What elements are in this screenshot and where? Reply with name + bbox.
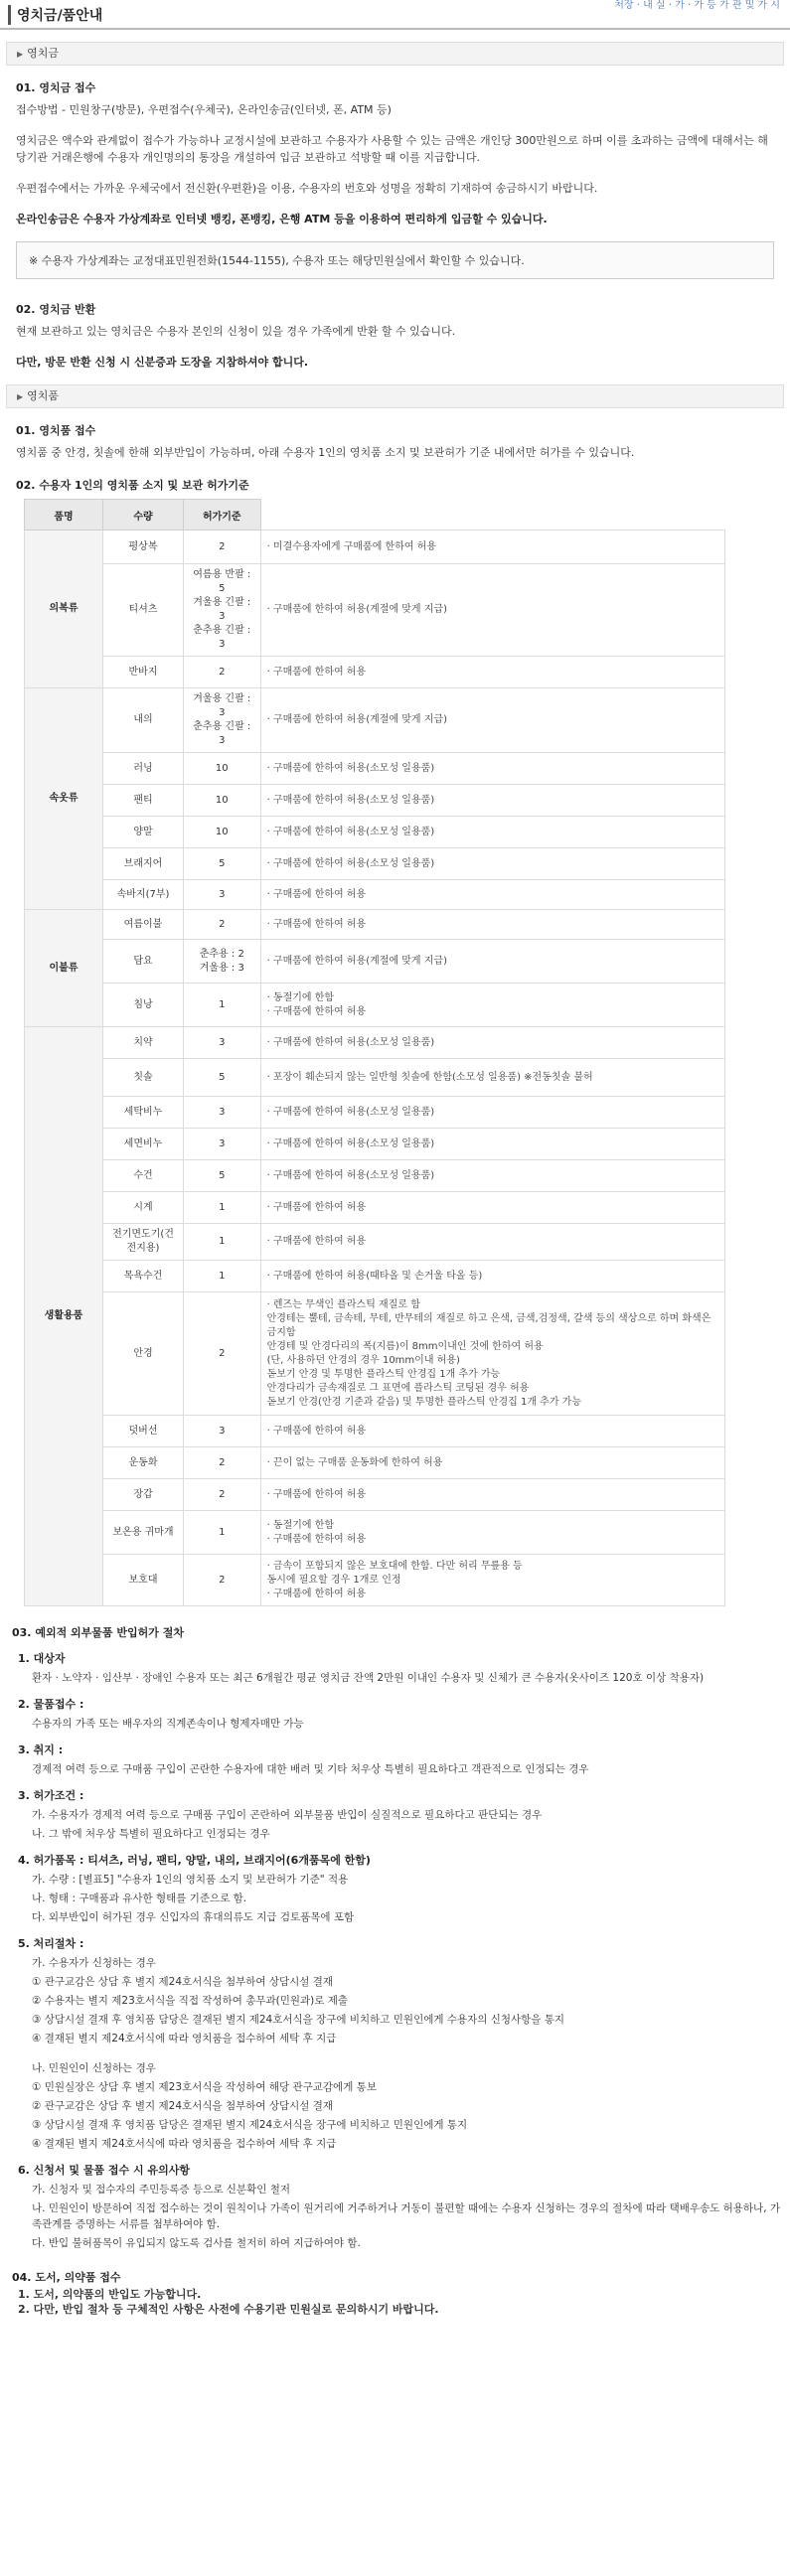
- procedure-step-title: 6. 신청서 및 물품 접수 시 유의사항: [18, 2164, 190, 2177]
- procedure-step-title: 3. 허가조건 :: [18, 1789, 84, 1802]
- rule-cell: · 구매품에 한하여 허용(계절에 맞게 지급): [260, 688, 724, 753]
- table-row: [25, 1160, 725, 1192]
- item-cell: 전기면도기(건전지용): [103, 1224, 184, 1261]
- procedure-line: ① 관구교감은 상담 후 별지 제24호서식을 첨부하여 상담시설 결재: [32, 1976, 334, 1988]
- table-row: [25, 1292, 725, 1416]
- section-header-money: [6, 42, 784, 66]
- page-title: 영치금/품안내: [8, 5, 102, 25]
- rule-cell: · 구매품에 한하여 허용(소모성 일용품): [260, 1027, 724, 1059]
- procedure-step-title: 4. 허가품목 : 티셔츠, 러닝, 팬티, 양말, 내의, 브래지어(6개품목에 한함): [18, 1854, 371, 1867]
- paragraph: 현재 보관하고 있는 영치금은 수용자 본인의 신청이 있을 경우 가족에게 반환 할 수 있습니다.: [16, 325, 456, 338]
- table-row: [25, 1416, 725, 1447]
- heading-goods-limits: 02. 수용자 1인의 영치품 소지 및 보관 허가기준: [16, 479, 249, 492]
- rule-cell: · 구매품에 한하여 허용(계절에 맞게 지급): [260, 564, 724, 657]
- table-row: [25, 564, 725, 657]
- rule-cell: · 포장이 훼손되지 않는 일반형 칫솔에 한함(소모성 일용품) ※전동칫솔 불허: [260, 1059, 724, 1097]
- rule-cell: · 구매품에 한하여 허용(소모성 일용품): [260, 785, 724, 817]
- rule-cell: · 구매품에 한하여 허용: [260, 880, 724, 910]
- qty-cell: 2: [184, 1292, 261, 1416]
- item-cell: 러닝: [103, 753, 184, 785]
- procedure-step-title: 3. 취지 :: [18, 1743, 64, 1756]
- table-row: [25, 1224, 725, 1261]
- item-cell: 칫솔: [103, 1059, 184, 1097]
- qty-cell: 1: [184, 1224, 261, 1261]
- books-line-2: 2. 다만, 반입 절차 등 구체적인 사항은 사전에 수용기관 민원실로 문의하시기 바랍니다.: [18, 2303, 439, 2316]
- qty-cell: 2: [184, 530, 261, 564]
- procedure-line: 가. 수용자가 경제적 여력 등으로 구매품 구입이 곤란하여 외부물품 반입이 실질적으로 필요하다고 판단되는 경우: [32, 1809, 543, 1821]
- table-row: [25, 1129, 725, 1160]
- procedure-line: ② 수용자는 별지 제23호서식을 직접 작성하여 총무과(민원과)로 제출: [32, 1995, 349, 2007]
- rule-cell: · 끈이 없는 구매품 운동화에 한하여 허용: [260, 1447, 724, 1479]
- qty-cell: 10: [184, 817, 261, 848]
- heading-money-receipt: 01. 영치금 접수: [16, 81, 96, 94]
- item-cell: 치약: [103, 1027, 184, 1059]
- procedure-line: ② 관구교감은 상담 후 별지 제24호서식을 첨부하여 상담시설 결재: [32, 2100, 334, 2112]
- rule-cell: · 동절기에 한함 · 구매품에 한하여 허용: [260, 984, 724, 1027]
- procedure-line: 가. 수용자가 신청하는 경우: [32, 1957, 156, 1969]
- heading-procedure: 03. 예외적 외부물품 반입허가 절차: [12, 1626, 184, 1639]
- qty-cell: 3: [184, 1416, 261, 1447]
- rule-cell: · 렌즈는 무색인 플라스틱 재질로 함 안경테는 뿔테, 금속테, 무테, 반무테의 재질로 하고 은색, 금색,검정색, 갈색 등의 색상으로 하며 화색은 금지함 안경테 및 안경다리의 폭(지름)이 8mm이내인 것에 한하여 허용 (단, 사용하던 안경의 경우 10mm이내 허용) 돋보기 안경 및 투명한 플라스틱 안경집 1개 추가 가능 안경다리가 금속재질로 그 표면에 플라스틱 코팅된 경우 허용 돋보기 안경(안경 기준과 같음) 및 투명한 플라스틱 안경집 1개 추가 가능: [260, 1292, 724, 1416]
- item-cell: 양말: [103, 817, 184, 848]
- item-cell: 브래지어: [103, 848, 184, 880]
- rule-cell: · 구매품에 한하여 허용(소모성 일용품): [260, 817, 724, 848]
- paragraph: 영치품 중 안경, 칫솔에 한해 외부반입이 가능하며, 아래 수용자 1인의 영치품 소지 및 보관허가 기준 내에서만 허가를 수 있습니다.: [16, 446, 635, 459]
- heading-money-return: 02. 영치금 반환: [16, 303, 96, 316]
- procedure-line: 가. 신청자 및 접수자의 주민등록증 등으로 신분확인 철저: [32, 2184, 290, 2196]
- rule-cell: · 구매품에 한하여 허용: [260, 1479, 724, 1511]
- item-cell: 보호대: [103, 1555, 184, 1606]
- goods-section: [0, 422, 790, 493]
- table-row: [25, 1097, 725, 1129]
- table-row: [25, 657, 725, 688]
- item-cell: 세탁비누: [103, 1097, 184, 1129]
- item-cell: 보온용 귀마개: [103, 1511, 184, 1555]
- procedure-line: 나. 민원인이 신청하는 경우: [32, 2062, 156, 2074]
- qty-cell: 2: [184, 1555, 261, 1606]
- bold-notice: 온라인송금은 수용자 가상계좌로 인터넷 뱅킹, 폰뱅킹, 은행 ATM 등을 이용하여 편리하게 입금할 수 있습니다.: [16, 213, 548, 226]
- rule-cell: · 구매품에 한하여 허용(소모성 일용품): [260, 1129, 724, 1160]
- category-cell: 의복류: [25, 530, 103, 688]
- heading-books: 04. 도서, 의약품 접수: [12, 2271, 121, 2284]
- item-cell: 목욕수건: [103, 1261, 184, 1292]
- section-title: 영치품: [27, 389, 60, 402]
- qty-cell: 10: [184, 753, 261, 785]
- procedure-line: ① 민원실장은 상담 후 별지 제23호서식을 작성하여 해당 관구교감에게 통보: [32, 2081, 377, 2093]
- qty-cell: 5: [184, 1160, 261, 1192]
- item-cell: 티셔츠: [103, 564, 184, 657]
- rule-cell: · 구매품에 한하여 허용: [260, 1416, 724, 1447]
- top-bar: [0, 0, 790, 30]
- qty-cell: 2: [184, 657, 261, 688]
- category-cell: 생활용품: [25, 1027, 103, 1606]
- rule-cell: · 구매품에 한하여 허용(소모성 일용품): [260, 753, 724, 785]
- item-cell: 운동화: [103, 1447, 184, 1479]
- section-header-goods: [6, 384, 784, 408]
- column-header: 품명: [25, 500, 103, 530]
- procedure-section: [0, 1624, 790, 2317]
- qty-cell: 2: [184, 910, 261, 940]
- triangle-right-icon: ▶: [17, 392, 24, 401]
- procedure-step-title: 5. 처리절차 :: [18, 1937, 84, 1950]
- table-row: [25, 1479, 725, 1511]
- procedure-line: ③ 상담시설 결재 후 영치품 담당은 결재된 별지 제24호서식을 장구에 비치하고 민원인에게 통지: [32, 2119, 468, 2131]
- goods-limits-table: [24, 499, 725, 1606]
- item-cell: 세면비누: [103, 1129, 184, 1160]
- procedure-line: 수용자의 가족 또는 배우자의 직계존속이나 형제자매만 가능: [32, 1718, 304, 1730]
- item-cell: 수건: [103, 1160, 184, 1192]
- qty-cell: 1: [184, 1261, 261, 1292]
- table-row: [25, 530, 725, 564]
- procedure-line: ④ 결재된 별지 제24호서식에 따라 영치품을 접수하여 세탁 후 지급: [32, 2138, 337, 2150]
- triangle-right-icon: ▶: [17, 50, 24, 59]
- rule-cell: · 미결수용자에게 구매품에 한하여 허용: [260, 530, 724, 564]
- rule-cell: · 구매품에 한하여 허용(소모성 일용품): [260, 848, 724, 880]
- procedure-line: 나. 형태 : 구매품과 유사한 형태를 기준으로 함.: [32, 1893, 247, 1904]
- qty-cell: 3: [184, 1129, 261, 1160]
- item-cell: 침낭: [103, 984, 184, 1027]
- rule-cell: · 구매품에 한하여 허용(소모성 일용품): [260, 1160, 724, 1192]
- rule-cell: · 구매품에 한하여 허용: [260, 1192, 724, 1224]
- top-links[interactable]: 처장 · 내 실 · 가 · 가 등 가 관 및 가 시: [614, 0, 780, 11]
- item-cell: 평상복: [103, 530, 184, 564]
- item-cell: 장갑: [103, 1479, 184, 1511]
- heading-goods-receipt: 01. 영치품 접수: [16, 424, 96, 437]
- table-row: [25, 1059, 725, 1097]
- item-cell: 담요: [103, 940, 184, 984]
- table-row: [25, 1447, 725, 1479]
- note-box: ※ 수용자 가상계좌는 교정대표민원전화(1544-1155), 수용자 또는 해당민원실에서 확인할 수 있습니다.: [16, 241, 774, 279]
- books-line-1: 1. 도서, 의약품의 반입도 가능합니다.: [18, 2288, 202, 2301]
- paragraph: 영치금은 액수와 관계없이 접수가 가능하나 교정시설에 보관하고 수용자가 사용할 수 있는 금액은 개인당 300만원으로 하며 이를 초과하는 금액에 대해서는 해당기관 거래은행에 수용자 개인명의의 통장을 개설하여 입금 보관하고 석방할 때 이를 지급합니다.: [16, 134, 768, 164]
- procedure-line: 환자 · 노약자 · 임산부 · 장애인 수용자 또는 최근 6개월간 평균 영치금 잔액 2만원 이내인 수용자 및 신체가 큰 수용자(옷사이즈 120호 이상 착용자): [32, 1672, 705, 1684]
- table-row: [25, 1261, 725, 1292]
- table-row: [25, 880, 725, 910]
- table-row: [25, 753, 725, 785]
- table-row: [25, 1555, 725, 1606]
- item-cell: 팬티: [103, 785, 184, 817]
- section-title: 영치금: [27, 47, 60, 60]
- qty-cell: 1: [184, 1192, 261, 1224]
- procedure-line: 다. 외부반입이 허가된 경우 신입자의 휴대의류도 지급 검토품목에 포함: [32, 1911, 355, 1923]
- qty-cell: 5: [184, 1059, 261, 1097]
- procedure-step-title: 1. 대상자: [18, 1652, 66, 1665]
- procedure-line: 가. 수량 : [별표5] "수용자 1인의 영치품 소지 및 보관허가 기준" 적용: [32, 1874, 349, 1886]
- item-cell: 여름이불: [103, 910, 184, 940]
- table-row: [25, 940, 725, 984]
- rule-cell: · 구매품에 한하여 허용(계절에 맞게 지급): [260, 940, 724, 984]
- qty-cell: 2: [184, 1447, 261, 1479]
- rule-cell: · 구매품에 한하여 허용: [260, 910, 724, 940]
- item-cell: 시계: [103, 1192, 184, 1224]
- table-row: [25, 1027, 725, 1059]
- qty-cell: 10: [184, 785, 261, 817]
- table-row: [25, 688, 725, 753]
- paragraph: 우편접수에서는 가까운 우체국에서 전신환(우편환)을 이용, 수용자의 번호와 성명을 정확히 기재하여 송금하시기 바랍니다.: [16, 182, 598, 195]
- qty-cell: 여름용 반팔 : 5 겨울용 긴팔 : 3 춘추용 긴팔 : 3: [184, 564, 261, 657]
- qty-cell: 2: [184, 1479, 261, 1511]
- qty-cell: 1: [184, 984, 261, 1027]
- qty-cell: 겨울용 긴팔 : 3 춘추용 긴팔 : 3: [184, 688, 261, 753]
- qty-cell: 3: [184, 880, 261, 910]
- table-row: [25, 1511, 725, 1555]
- procedure-line: 나. 그 밖에 처우상 특별히 필요하다고 인정되는 경우: [32, 1828, 270, 1840]
- procedure-line: 경제적 여력 등으로 구매품 구입이 곤란한 수용자에 대한 배려 및 기타 처우상 특별히 필요하다고 객관적으로 인정되는 경우: [32, 1763, 589, 1775]
- table-row: [25, 910, 725, 940]
- rule-cell: · 금속이 포함되지 않은 보호대에 한함. 다만 허리 무릎용 등 동시에 필요할 경우 1개로 인정 · 구매품에 한하여 허용: [260, 1555, 724, 1606]
- qty-cell: 5: [184, 848, 261, 880]
- procedure-line: ③ 상담시설 결재 후 영치품 담당은 결재된 별지 제24호서식을 장구에 비치하고 민원인에게 수용자의 신청사항을 통지: [32, 2014, 565, 2026]
- table-row: [25, 848, 725, 880]
- procedure-line: ④ 결재된 별지 제24호서식에 따라 영치품을 접수하여 세탁 후 지급: [32, 2033, 337, 2045]
- procedure-line: 다. 반입 불허품목이 유입되지 않도록 검사를 철저히 하여 지급하여야 함.: [32, 2237, 361, 2249]
- column-header: 수량: [103, 500, 184, 530]
- money-section: [0, 79, 790, 371]
- item-cell: 덧버선: [103, 1416, 184, 1447]
- qty-cell: 3: [184, 1097, 261, 1129]
- rule-cell: · 동절기에 한함 · 구매품에 한하여 허용: [260, 1511, 724, 1555]
- rule-cell: · 구매품에 한하여 허용(때타올 및 손거울 타올 등): [260, 1261, 724, 1292]
- table-row: [25, 984, 725, 1027]
- item-cell: 반바지: [103, 657, 184, 688]
- category-cell: 이불류: [25, 910, 103, 1027]
- paragraph: 접수방법 - 민원창구(방문), 우편접수(우체국), 온라인송금(인터넷, 폰, ATM 등): [16, 103, 392, 116]
- rule-cell: · 구매품에 한하여 허용(소모성 일용품): [260, 1097, 724, 1129]
- item-cell: 안경: [103, 1292, 184, 1416]
- spacer: [8, 2049, 780, 2057]
- column-header: 허가기준: [184, 500, 261, 530]
- table-row: [25, 817, 725, 848]
- qty-cell: 춘추용 : 2 겨울용 : 3: [184, 940, 261, 984]
- table-row: [25, 785, 725, 817]
- table-row: [25, 1192, 725, 1224]
- rule-cell: · 구매품에 한하여 허용: [260, 657, 724, 688]
- rule-cell: · 구매품에 한하여 허용: [260, 1224, 724, 1261]
- qty-cell: 3: [184, 1027, 261, 1059]
- qty-cell: 1: [184, 1511, 261, 1555]
- procedure-line: 나. 민원인이 방문하여 직접 접수하는 것이 원칙이나 가족이 원거리에 거주하거나 거동이 불편할 때에는 수용자 신청하는 경우의 절차에 따라 택배우송도 허용하나, 가족관계를 증명하는 서류를 첨부하여야 함.: [32, 2202, 781, 2230]
- bold-notice: 다만, 방문 반환 신청 시 신분증과 도장을 지참하셔야 합니다.: [16, 356, 309, 369]
- item-cell: 내의: [103, 688, 184, 753]
- procedure-step-title: 2. 물품접수 :: [18, 1698, 84, 1711]
- category-cell: 속옷류: [25, 688, 103, 910]
- item-cell: 속바지(7부): [103, 880, 184, 910]
